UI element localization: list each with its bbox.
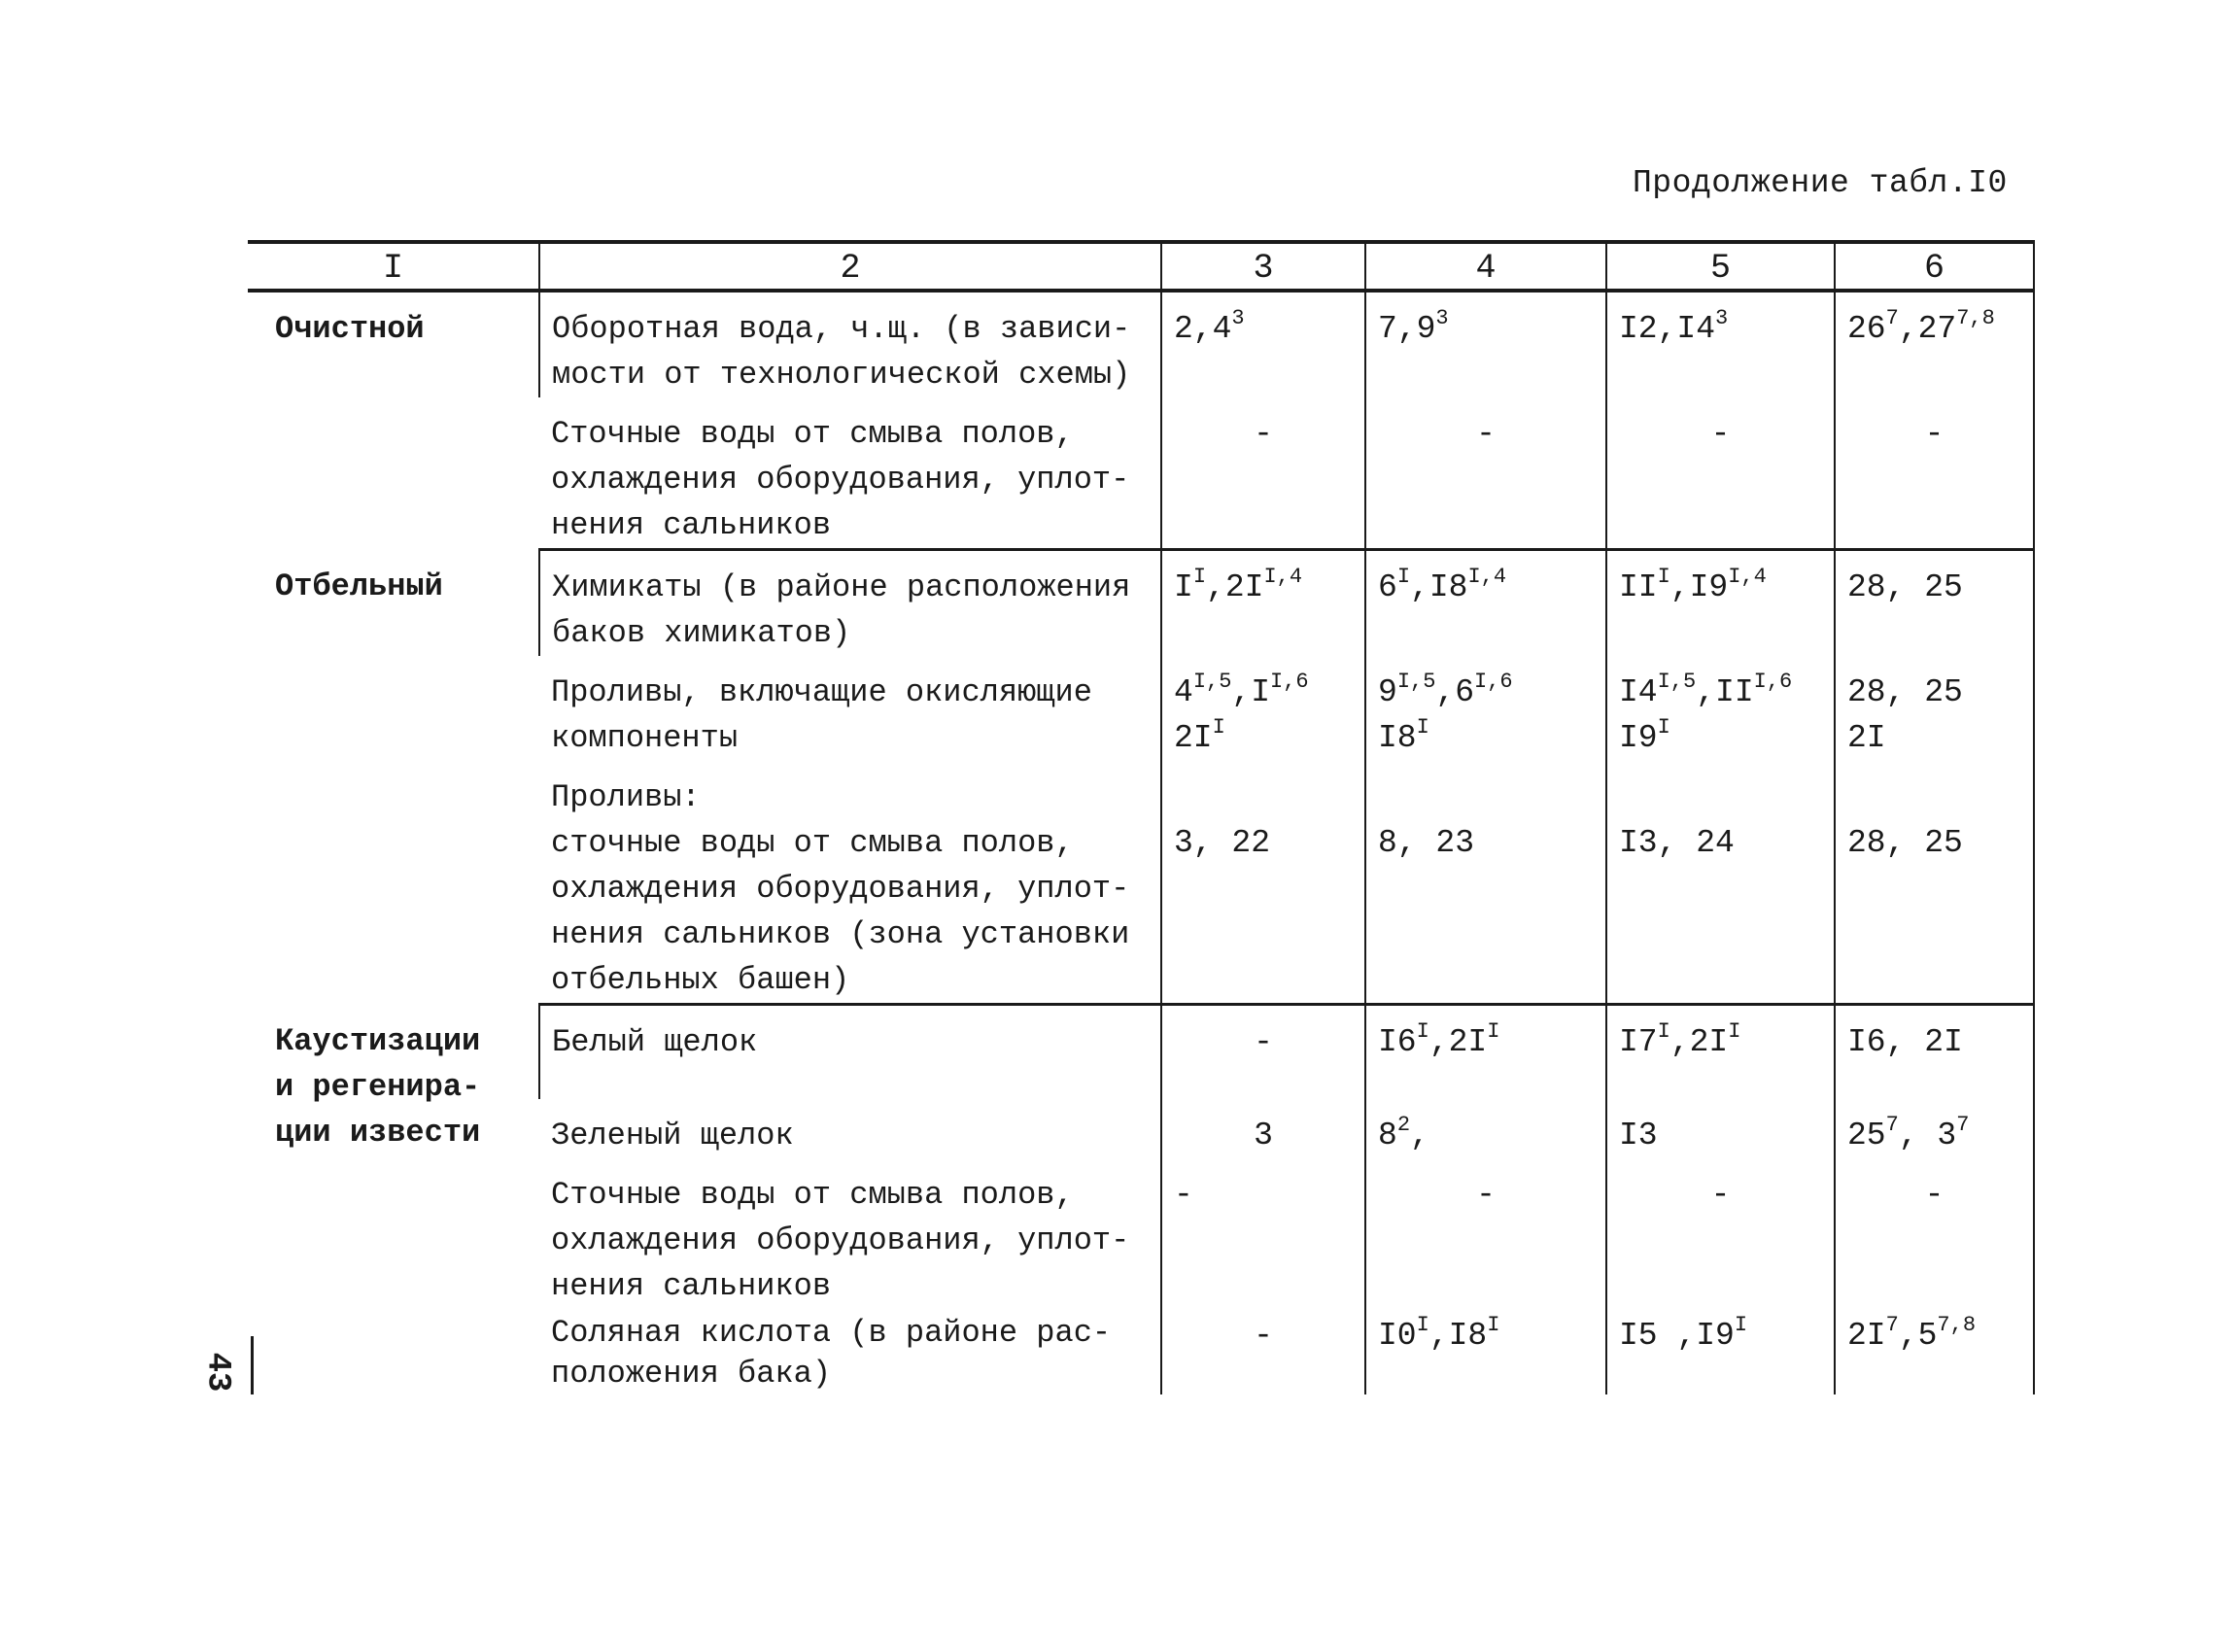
cell-col-6: $25^7$, $3^7$ bbox=[1835, 1099, 2034, 1158]
cell-col-4: - bbox=[1365, 1158, 1606, 1309]
cell-col-3: $I^I,2I^{I,4}$ bbox=[1161, 550, 1365, 657]
row-description: Проливы: сточные воды от смыва полов, охлаждения оборудования, уплот- нения сальников (зона установки отбельных башен) bbox=[539, 761, 1161, 1005]
section-label: Очистной bbox=[275, 311, 425, 347]
table-row bbox=[248, 1005, 2034, 1100]
cell-col-6: $26^7,27^{7,8}$ bbox=[1835, 291, 2034, 397]
cell-col-5: $I7^I,2I^I$ bbox=[1606, 1005, 1835, 1100]
cell-col-3: - bbox=[1161, 1309, 1365, 1394]
cell-col-5: $II^I,I9^{I,4}$ bbox=[1606, 550, 1835, 657]
cell-col-4: 8, 23 bbox=[1365, 761, 1606, 1005]
page-number: 43 bbox=[198, 1352, 236, 1393]
row-description: Соляная кислота (в районе рас- положения бака) bbox=[551, 1315, 1112, 1392]
header-col-3: 3 bbox=[1161, 242, 1365, 291]
cell-col-6: 28, 25 bbox=[1835, 761, 2034, 1005]
header-row bbox=[248, 242, 2034, 291]
cell-col-4: $8^2$, bbox=[1365, 1099, 1606, 1158]
cell-col-3: 3, 22 bbox=[1161, 761, 1365, 1005]
cell-col-3: - bbox=[1161, 1158, 1365, 1309]
row-description: Зеленый щелок bbox=[551, 1118, 794, 1153]
row-description: Сточные воды от смыва полов, охлаждения оборудования, уплот- нения сальников bbox=[539, 397, 1161, 550]
cell-col-3: - bbox=[1161, 1005, 1365, 1100]
cell-col-5: I3, 24 bbox=[1606, 761, 1835, 1005]
cell-col-5: I3 bbox=[1606, 1099, 1835, 1158]
cell-col-6: 28, 25 2I bbox=[1835, 656, 2034, 761]
cell-col-5: $I4^{I,5},II^{I,6}$ $I9^I$ bbox=[1606, 656, 1835, 761]
row-description: Химикаты (в районе расположения баков химикатов) bbox=[539, 550, 1161, 657]
cell-col-3: $2,4^3$ bbox=[1161, 291, 1365, 397]
cell-col-4: - bbox=[1365, 397, 1606, 550]
row-description: Оборотная вода, ч.щ. (в зависи- мости от технологической схемы) bbox=[539, 291, 1161, 397]
table-caption: Продолжение табл.I0 bbox=[1633, 165, 2008, 201]
cell-col-6: - bbox=[1835, 1158, 2034, 1309]
row-description: Белый щелок bbox=[539, 1005, 1161, 1100]
cell-col-5: - bbox=[1606, 397, 1835, 550]
table-row bbox=[248, 291, 2034, 397]
cell-col-3: 3 bbox=[1161, 1099, 1365, 1158]
cell-col-6: I6, 2I bbox=[1835, 1005, 2034, 1100]
header-col-1: I bbox=[248, 242, 539, 291]
row-description: Сточные воды от смыва полов, охлаждения оборудования, уплот- нения сальников bbox=[551, 1177, 1130, 1304]
cell-col-5: - bbox=[1606, 1158, 1835, 1309]
cell-col-4: $7,9^3$ bbox=[1365, 291, 1606, 397]
cell-col-6: - bbox=[1835, 397, 2034, 550]
header-col-5: 5 bbox=[1606, 242, 1835, 291]
section-label: Отбельный bbox=[275, 568, 443, 604]
section-label: Каустизации и регенира- ции извести bbox=[275, 1022, 481, 1151]
header-col-4: 4 bbox=[1365, 242, 1606, 291]
cell-col-4: $I0^I,I8^I$ bbox=[1365, 1309, 1606, 1394]
cell-col-5: I5 $,I9^I$ bbox=[1606, 1309, 1835, 1394]
cell-col-4: $6^I,I8^{I,4}$ bbox=[1365, 550, 1606, 657]
cell-col-4: $9^{I,5},6^{I,6}$ $I8^I$ bbox=[1365, 656, 1606, 761]
cell-col-4: $I6^I,2I^I$ bbox=[1365, 1005, 1606, 1100]
cell-col-6: 28, 25 bbox=[1835, 550, 2034, 657]
data-table bbox=[248, 240, 2035, 1394]
row-description: Проливы, включащие окисляющие компоненты bbox=[551, 674, 1092, 756]
header-col-6: 6 bbox=[1835, 242, 2034, 291]
cell-col-5: $I2,I4^3$ bbox=[1606, 291, 1835, 397]
header-col-2: 2 bbox=[539, 242, 1161, 291]
cell-col-6: $2I^7,5^{7,8}$ bbox=[1835, 1309, 2034, 1394]
table-row bbox=[248, 550, 2034, 657]
cell-col-3: $4^{I,5},I^{I,6}$ $2I^I$ bbox=[1161, 656, 1365, 761]
cell-col-3: - bbox=[1161, 397, 1365, 550]
